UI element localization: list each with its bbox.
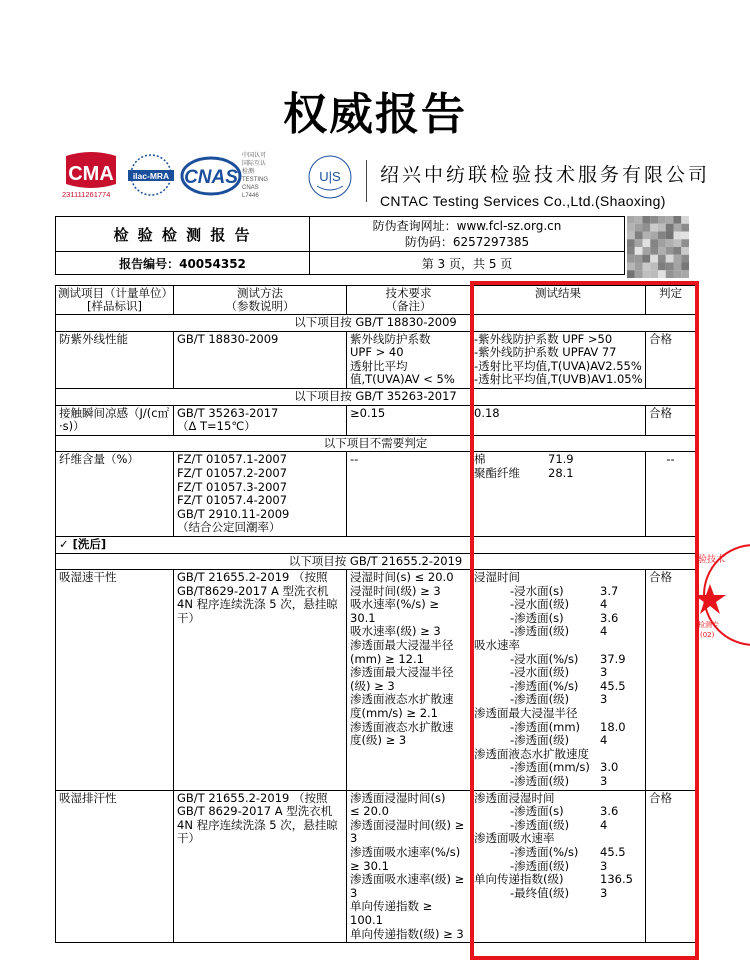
requirement-line: 浸湿时间(级) ≥ 3 (350, 583, 441, 598)
col-result-header: 测试结果 (471, 286, 646, 315)
verdict-cell: -- (646, 452, 696, 537)
method-cell: GB/T 18830-2009 (174, 331, 347, 388)
result-group-heading: 浸湿时间 (474, 570, 520, 585)
col-method-header: 测试方法 （参数说明） (174, 286, 347, 315)
result-cell: 棉 71.9 聚酯纤维 28.1 (471, 452, 646, 537)
result-cell: -紫外线防护系数 UPF >50 -紫外线防护系数 UPFAV 77 -透射比平均值,T(UVA)AV2.55% -透射比平均值,T(UVB)AV1.05% (471, 331, 646, 388)
result-line: -浸水面(级) 3 (510, 665, 608, 680)
item-cell: 纤维含量（%） (56, 452, 174, 537)
section-header: 以下项目不需要判定 (56, 435, 696, 452)
stamp-text-bottom: 检测专 (698, 621, 719, 629)
method-cell: GB/T 21655.2-2019 （按照 GB/T 8629-2017 A 型洗衣机 4N 程序连续洗涤 5 次，悬挂晾干） (174, 790, 347, 943)
official-stamp (696, 540, 750, 650)
result-line: -浸水面(级) 4 (510, 597, 608, 612)
verdict-cell: 合格 (646, 331, 696, 388)
req-cell (347, 570, 471, 791)
result-group-heading: 渗透面吸水速率 (474, 831, 555, 846)
item-cell: 吸湿速干性 (56, 570, 174, 791)
item-cell: 接触瞬间凉感（J/(c㎡·s)） (56, 405, 174, 435)
result-line: 单向传递指数(级) 136.5 (474, 872, 633, 887)
requirement-line: 吸水速率(%/s) ≥ 30.1 (350, 597, 440, 625)
svg-text:CMA: CMA (68, 163, 114, 185)
verdict-cell: 合格 (646, 405, 696, 435)
item-cell: 防紫外线性能 (56, 331, 174, 388)
result-line: -渗透面(级) 4 (510, 733, 608, 748)
requirement-line: 3 (350, 885, 358, 900)
requirement-line: 单向传递指数 ≥ 100.1 (350, 899, 433, 927)
highlight-box (470, 281, 699, 960)
requirement-line: 浸湿时间(s) ≤ 20.0 (350, 570, 454, 585)
uts-logo (307, 154, 353, 200)
requirement-line: 度(级) ≥ 3 (350, 733, 407, 748)
req-cell: 紫外线防护系数 UPF > 40 透射比平均 值,T(UVA)AV < 5% (347, 331, 471, 388)
item-cell: 吸湿排汗性 (56, 790, 174, 943)
svg-text:CNAS: CNAS (184, 167, 238, 188)
after-wash-label: ✓ [洗后] (56, 536, 696, 553)
qr-code (627, 216, 689, 278)
verdict-cell: 合格 (646, 570, 696, 791)
col-verdict-header: 判定 (646, 286, 696, 315)
verdict-cell: 合格 (646, 790, 696, 943)
requirement-line: 3 (350, 831, 358, 846)
method-cell: GB/T 35263-2017 （Δ T=15℃） (174, 405, 347, 435)
col-item-header: 测试项目（计量单位） [样品标识] (56, 286, 174, 315)
logo-divider (366, 160, 367, 202)
section-header: 以下项目按 GB/T 21655.2-2019 (56, 553, 696, 570)
stamp-text-top: 验技术 (698, 555, 726, 565)
report-header-table (55, 216, 625, 275)
req-cell: ≥0.15 (347, 405, 471, 435)
requirement-line: 度(mm/s) ≥ 2.1 (350, 706, 438, 721)
result-group-heading: 渗透面浸湿时间 (474, 790, 555, 805)
report-title: 检 验 检 测 报 告 (56, 217, 310, 252)
cnas-logo (180, 154, 240, 194)
requirement-line: ≥ 30.1 (350, 858, 389, 873)
anti-fake-code: 6257297385 (452, 235, 530, 249)
result-line: -渗透面(级) 3 (510, 692, 608, 707)
requirement-line: 渗透面液态水扩散速 (350, 692, 454, 707)
requirement-line: 渗透面吸水速率(级) ≥ (350, 872, 465, 887)
result-line: -渗透面(%/s) 45.5 (510, 844, 626, 859)
result-line: -渗透面(mm/s) 3.0 (510, 760, 619, 775)
result-line: -浸水面(%/s) 37.9 (510, 651, 626, 666)
requirement-line: 渗透面吸水速率(%/s) (350, 844, 461, 859)
result-line: -渗透面(mm) 18.0 (510, 719, 626, 734)
requirement-line: 渗透面最大浸湿半径 (350, 665, 454, 680)
company-name-en: CNTAC Testing Services Co.,Ltd.(Shaoxing) (380, 193, 666, 209)
result-group-heading: 吸水速率 (474, 638, 520, 653)
result-line: -渗透面(s) 3.6 (510, 804, 619, 819)
requirement-line: 吸水速率(级) ≥ 3 (350, 624, 441, 639)
svg-text:U|S: U|S (319, 169, 341, 184)
ilac-logo (126, 152, 176, 198)
method-cell: FZ/T 01057.1-2007 FZ/T 01057.2-2007 FZ/T 01057.3-2007 FZ/T 01057.4-2007 GB/T 2910.11-2009 （结合公定回潮率） (174, 452, 347, 537)
anti-fake-info: 防伪查询网址：www.fcl-sz.org.cn 防伪码：6257297385 (310, 217, 625, 252)
req-cell (347, 790, 471, 943)
section-header: 以下项目按 GB/T 35263-2017 (56, 388, 696, 405)
requirement-line: 渗透面液态水扩散速 (350, 719, 454, 734)
cma-logo (62, 150, 120, 202)
result-line: -渗透面(s) 3.6 (510, 610, 619, 625)
requirement-line: ≤ 20.0 (350, 804, 389, 819)
result-line: -渗透面(%/s) 45.5 (510, 678, 626, 693)
section-header: 以下项目按 GB/T 18830-2009 (56, 315, 696, 332)
result-line: -渗透面(级) 4 (510, 624, 608, 639)
result-line: -渗透面(级) 3 (510, 858, 608, 873)
page-info: 第 3 页，共 5 页 (310, 252, 625, 275)
cnas-subtext: 中国认可 国际互认 检测 TESTING CNAS L7446 (242, 153, 269, 199)
svg-text:ilac-MRA: ilac-MRA (132, 171, 170, 181)
result-group-heading: 渗透面液态水扩散速度 (474, 746, 589, 761)
result-cell: 0.18 (471, 405, 646, 435)
requirement-line: (mm) ≥ 12.1 (350, 651, 424, 666)
result-line: -渗透面(级) 3 (510, 774, 608, 788)
requirement-line: 渗透面最大浸湿半径 (350, 638, 454, 653)
requirement-line: 渗透面浸湿时间(s) (350, 790, 446, 805)
result-line: -渗透面(级) 4 (510, 817, 608, 832)
requirement-line: 单向传递指数(级) ≥ 3 (350, 926, 464, 941)
company-name (380, 160, 710, 209)
result-group-heading: 渗透面最大浸湿半径 (474, 706, 578, 721)
stamp-code: (02) (700, 631, 715, 639)
page-title: 权威报告 (283, 89, 467, 140)
cma-number: 231111261774 (62, 190, 111, 199)
req-cell: -- (347, 452, 471, 537)
report-number: 报告编号：40054352 (56, 252, 310, 275)
requirement-line: 渗透面浸湿时间(级) ≥ (350, 817, 465, 832)
requirement-line: (级) ≥ 3 (350, 678, 395, 693)
company-name-cn: 绍兴中纺联检验技术服务有限公司 (380, 164, 711, 186)
anti-fake-url[interactable]: www.fcl-sz.org.cn (456, 219, 562, 233)
result-line: -浸水面(s) 3.7 (510, 583, 619, 598)
col-req-header: 技术要求 （备注） (347, 286, 471, 315)
result-line: -最终值(级) 3 (510, 885, 608, 900)
method-cell: GB/T 21655.2-2019 （按照 GB/T8629-2017 A 型洗衣机 4N 程序连续洗涤 5 次，悬挂晾干） (174, 570, 347, 791)
